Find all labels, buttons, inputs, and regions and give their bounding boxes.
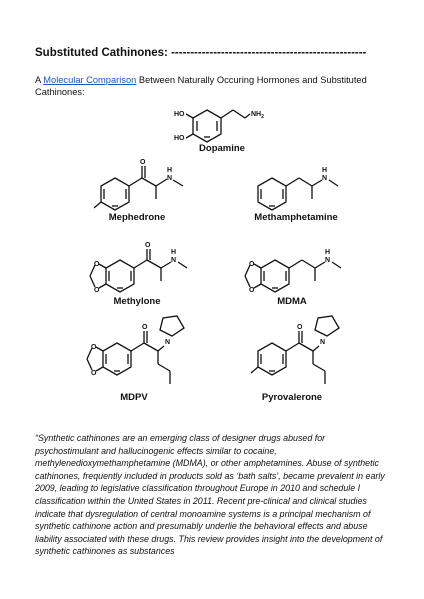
methamphetamine-label: Methamphetamine <box>254 212 338 223</box>
mephedrone-structure <box>94 159 183 210</box>
dopamine-oh-top: HO <box>174 111 185 118</box>
mephedrone-o: O <box>140 159 146 166</box>
svg-text:NH2 <box>251 111 264 120</box>
methylone-o1: O <box>94 261 100 268</box>
dopamine-nh-sub: 2 <box>261 114 264 120</box>
quote-paragraph: “Synthetic cathinones are an emerging class of designer drugs abused for psychostimulant and hallucinogenic effects similar to cocaine, methylenedioxymethamphetamine (MDMA), or other amphetamines. Abuse of synthetic cathinones, frequently included in products sold as ‘bath salts’, became prevalent in early 2009, leading to legislative classification throughout Europe in 2010 and schedule I classification within the United States in 2011. Recent pre-clinical and clinical studies indicate that dysregulation of central monoamine systems is a principal mechanism of synthetic cathinone action and presumably underlie the behavioral effects and abuse liability associated with these drugs. This review provides insight into the development of synthetic cathinones as substances <box>35 433 385 557</box>
mephedrone-label: Mephedrone <box>108 212 166 223</box>
mdma-structure <box>245 249 341 294</box>
mdpv-o1: O <box>91 344 97 351</box>
mephedrone-h: H <box>167 167 173 174</box>
mdma-n: N <box>325 257 331 264</box>
dopamine-label: Dopamine <box>199 143 245 154</box>
methylone-ketone-o: O <box>145 242 151 249</box>
methamphetamine-structure <box>258 167 338 210</box>
methamphetamine-h: H <box>322 167 328 174</box>
mdma-o2: O <box>249 287 255 294</box>
pyrovalerone-n: N <box>320 339 326 346</box>
methylone-o2: O <box>94 287 100 294</box>
mdma-label: MDMA <box>277 296 307 307</box>
intro-prefix: A <box>35 75 44 85</box>
pyrovalerone-structure <box>251 316 339 384</box>
mdpv-label: MDPV <box>120 392 148 403</box>
dopamine-oh-bottom: HO <box>174 135 185 142</box>
pyrovalerone-label: Pyrovalerone <box>261 392 323 403</box>
dopamine-nh: NH <box>251 111 262 118</box>
page-title: Substituted Cathinones: --------------------------------------------------- <box>35 47 367 59</box>
mdpv-o2: O <box>91 370 97 377</box>
methylone-label: Methylone <box>113 296 161 307</box>
intro-text <box>35 74 385 98</box>
methylone-h: H <box>171 249 177 256</box>
mdpv-structure <box>87 316 184 384</box>
mdpv-ketone-o: O <box>142 324 148 331</box>
mdpv-n: N <box>165 339 171 346</box>
mdma-o1: O <box>249 261 255 268</box>
intro-suffix: Between Naturally Occuring Hormones and Substituted Cathinones: <box>35 75 367 97</box>
dopamine-structure <box>174 110 264 142</box>
methylone-n: N <box>171 257 177 264</box>
pyrovalerone-ketone-o: O <box>297 324 303 331</box>
mephedrone-n: N <box>167 175 173 182</box>
molecular-comparison-link[interactable]: Molecular Comparison <box>43 75 137 85</box>
methylone-structure <box>90 242 187 294</box>
mdma-h: H <box>325 249 331 256</box>
methamphetamine-n: N <box>322 175 328 182</box>
